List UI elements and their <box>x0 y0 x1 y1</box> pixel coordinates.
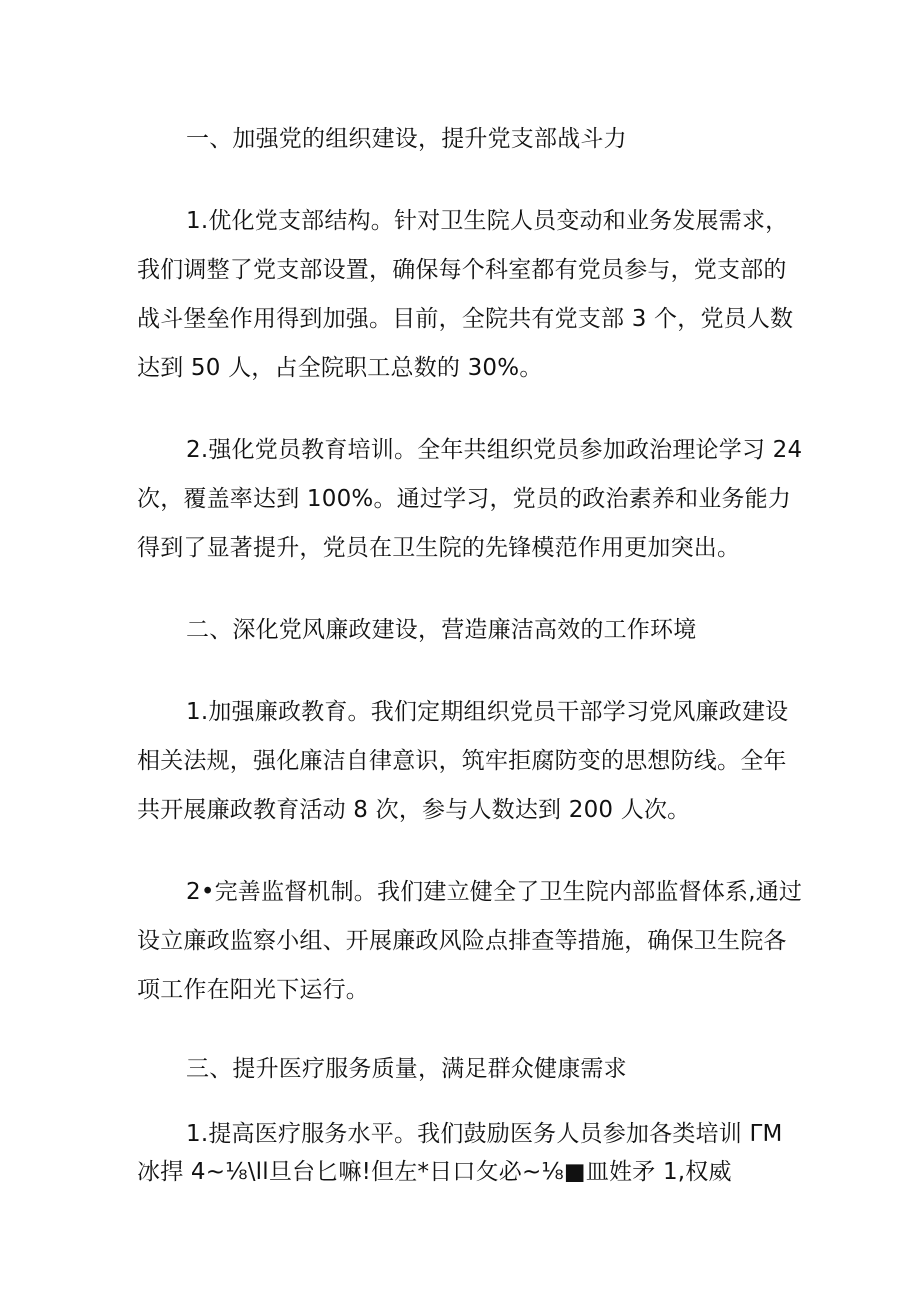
paragraph-line: 共开展廉政教育活动 8 次，参与人数达到 200 人次。 <box>137 797 691 823</box>
paragraph-line: 2.强化党员教育培训。全年共组织党员参加政治理论学习 24 <box>186 437 803 463</box>
paragraph-line: 冰捍 4~⅛\ll旦台匕嘛!但左*日口攵必~⅛■皿姓矛 1,权威 <box>137 1159 732 1185</box>
section-heading-1: 一、加强党的组织建设，提升党支部战斗力 <box>186 126 627 152</box>
paragraph-line: 项工作在阳光下运行。 <box>137 977 369 1003</box>
paragraph-line: 得到了显著提升，党员在卫生院的先锋模范作用更加突出。 <box>137 535 741 561</box>
paragraph-line: 战斗堡垒作用得到加强。目前，全院共有党支部 3 个，党员人数 <box>137 306 794 332</box>
section-heading-3: 三、提升医疗服务质量，满足群众健康需求 <box>186 1056 627 1082</box>
paragraph-line: 相关法规，强化廉洁自律意识，筑牢拒腐防变的思想防线。全年 <box>137 748 787 774</box>
paragraph-line: 1.提高医疗服务水平。我们鼓励医务人员参加各类培训 ΓΜ <box>186 1121 783 1147</box>
paragraph-line: 1.优化党支部结构。针对卫生院人员变动和业务发展需求， <box>186 208 789 234</box>
section-heading-2: 二、深化党风廉政建设，营造廉洁高效的工作环境 <box>186 617 697 643</box>
paragraph-line: 设立廉政监察小组、开展廉政风险点排查等措施，确保卫生院各 <box>137 928 787 954</box>
paragraph-line: 达到 50 人，占全院职工总数的 30%。 <box>137 355 543 381</box>
paragraph-line: 2•完善监督机制。我们建立健全了卫生院内部监督体系,通过 <box>186 879 803 905</box>
paragraph-line: 我们调整了党支部设置，确保每个科室都有党员参与，党支部的 <box>137 257 787 283</box>
paragraph-line: 次，覆盖率达到 100%。通过学习，党员的政治素养和业务能力 <box>137 486 792 512</box>
paragraph-line: 1.加强廉政教育。我们定期组织党员干部学习党风廉政建设 <box>186 699 789 725</box>
